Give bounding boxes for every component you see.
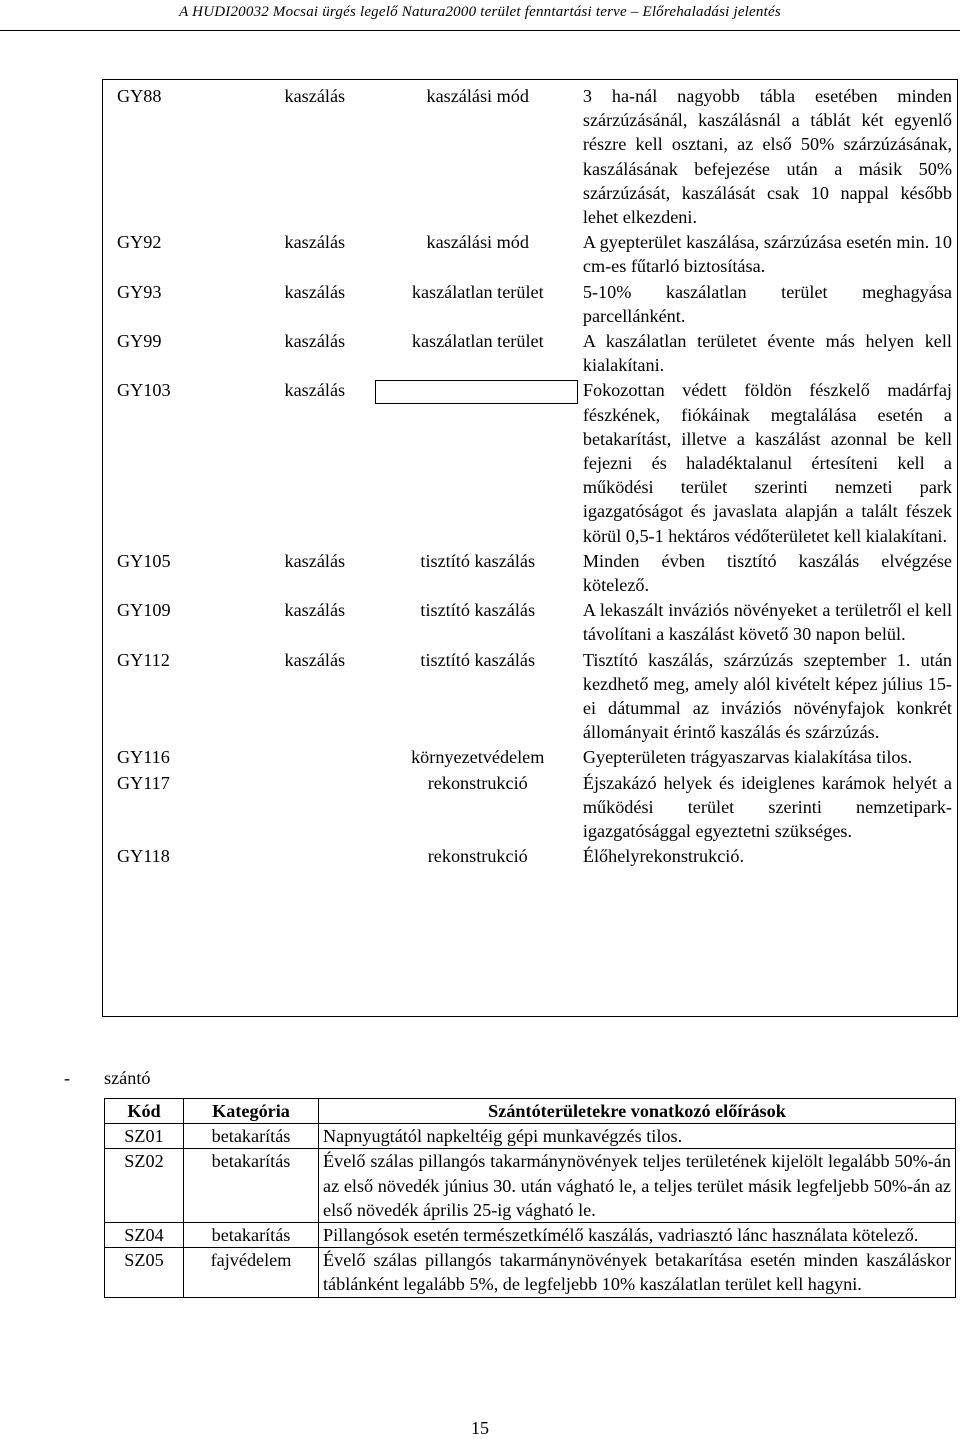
gy-rule: A gyepterület kaszálása, szárzúzása esetén min. 10 cm-es fűtarló biztosítása. xyxy=(582,232,952,277)
gy-code: GY99 xyxy=(117,331,162,352)
gy-subcategory: tisztító kaszálás xyxy=(420,649,536,670)
sz-rule: Évelő szálas pillangós takarmánynövények betakarítása esetén minden kaszáláskor táblánként legalább 5%, de legfeljebb 10% kaszálatlan terület kell hagyni. xyxy=(319,1248,956,1297)
sz-category: betakarítás xyxy=(184,1124,319,1149)
gy-category: kaszálás xyxy=(284,649,346,670)
gy-category: kaszálás xyxy=(284,86,346,106)
gy-rule: A kaszálatlan területet évente más helyen kell kialakítani. xyxy=(582,331,952,376)
gy-code: GY116 xyxy=(117,747,170,768)
gy-row xyxy=(106,549,952,598)
gy-rule: Fokozottan védett földön fészkelő madárfaj fészkének, fiókáinak megtalálása esetén a betakarítást, illetve a kaszálást azonnal be kell fejezni és haladéktalanul értesíteni kell a működési terület szerinti nemzeti park igazgatóságot és javaslata alapján a talált fészek körül 0,5-1 hektáros védőterületet kell kialakítani. xyxy=(582,380,952,546)
sz-rule: Napnyugtától napkeltéig gépi munkavégzés tilos. xyxy=(319,1124,956,1149)
section-bullet: - xyxy=(64,1068,71,1088)
gy-category: kaszálás xyxy=(284,331,346,352)
gy-category: kaszálás xyxy=(284,380,346,401)
gy-rule: Élőhelyrekonstrukció. xyxy=(582,846,744,867)
gy-row xyxy=(106,771,952,845)
gy-subcategory: tisztító kaszálás xyxy=(420,600,536,621)
gy-code: GY117 xyxy=(117,772,170,793)
gy-category: kaszálás xyxy=(284,600,346,621)
gy-row xyxy=(106,648,952,746)
gy-code: GY112 xyxy=(117,649,170,670)
gy-rule: Tisztító kaszálás, szárzúzás szeptember 1. után kezdhető meg, amely alól kivételt képez július 15-ei dátummal az inváziós növényfajok konkrét állományait érintő kaszálás és szárzúzás. xyxy=(582,649,952,743)
sz-category: betakarítás xyxy=(184,1149,319,1223)
gy-subcategory: kaszálatlan terület xyxy=(411,281,544,302)
gy-rule: A lekaszált inváziós növényeket a területről el kell távolítani a kaszálást követő 30 napon belül. xyxy=(582,600,952,645)
gy-subcategory: kaszálási mód xyxy=(426,86,529,106)
gy-rule: Éjszakázó helyek és ideiglenes karámok helyét a működési terület szerinti nemzetipark-igazgatósággal egyeztetni szükséges. xyxy=(582,772,952,842)
gy-category xyxy=(255,844,375,869)
gy-row xyxy=(106,329,952,378)
gy-category: kaszálás xyxy=(284,232,346,253)
gy-subcategory xyxy=(375,378,581,548)
gy-code: GY88 xyxy=(117,86,162,106)
gy-row xyxy=(106,230,952,279)
gy-subcategory: kaszálatlan terület xyxy=(411,331,544,352)
gy-category: kaszálás xyxy=(284,281,346,302)
gy-code: GY109 xyxy=(117,600,171,621)
gy-code: GY93 xyxy=(117,281,162,302)
sz-row xyxy=(105,1248,956,1297)
gy-row xyxy=(106,378,952,548)
sz-row xyxy=(105,1124,956,1149)
gy-code: GY92 xyxy=(117,232,162,253)
sz-row xyxy=(105,1223,956,1248)
gy-rule: 3 ha-nál nagyobb tábla esetében minden szárzúzásánál, kaszálásnál a táblát két egyenlő részre kell osztani, az első 50% szárzúzásának, kaszálásának befejezése után a másik 50% szárzúzását, kaszálását csak 10 nappal később lehet elkezdeni. xyxy=(582,86,952,228)
sz-category: betakarítás xyxy=(184,1223,319,1248)
sz-code: SZ01 xyxy=(105,1124,184,1149)
gy-row xyxy=(106,745,952,770)
sz-row xyxy=(105,1149,956,1223)
section-title: szántó xyxy=(104,1068,151,1088)
sz-code: SZ02 xyxy=(105,1149,184,1223)
sz-category: fajvédelem xyxy=(184,1248,319,1297)
gy-row xyxy=(106,844,952,869)
sz-rule: Évelő szálas pillangós takarmánynövények teljes területének kijelölt legalább 50%-án az első növedék június 30. után vágható le, a teljes terület másik legfeljebb 50%-án az első növedék április 25-ig vágható le. xyxy=(319,1149,956,1223)
sz-code: SZ04 xyxy=(105,1223,184,1248)
sz-header-category: Kategória xyxy=(184,1099,319,1124)
gy-code: GY103 xyxy=(117,380,171,401)
gy-category: kaszálás xyxy=(284,550,346,571)
gy-subcategory: rekonstrukció xyxy=(427,772,528,793)
sz-table xyxy=(104,1098,956,1298)
page-number: 15 xyxy=(471,1418,489,1438)
empty-cell-box xyxy=(375,380,578,404)
sz-header-rule: Szántóterületekre vonatkozó előírások xyxy=(319,1099,956,1124)
gy-subcategory: kaszálási mód xyxy=(426,232,529,253)
header-title: A HUDI20032 Mocsai ürgés legelő Natura2000 terület fenntartási terve – Előrehaladási jelentés xyxy=(179,4,781,20)
gy-code: GY105 xyxy=(117,550,171,571)
sz-rule: Pillangósok esetén természetkímélő kaszálás, vadriasztó lánc használata kötelező. xyxy=(319,1223,956,1248)
gy-rule: Minden évben tisztító kaszálás elvégzése kötelező. xyxy=(582,550,952,596)
sz-code: SZ05 xyxy=(105,1248,184,1297)
page-header xyxy=(0,0,960,31)
gy-code: GY118 xyxy=(117,846,170,867)
sz-header-row xyxy=(105,1099,956,1124)
gy-row xyxy=(106,598,952,647)
sz-header-code: Kód xyxy=(105,1099,184,1124)
gy-rule: Gyepterületen trágyaszarvas kialakítása tilos. xyxy=(582,747,913,768)
gy-category xyxy=(255,771,375,845)
gy-category xyxy=(255,745,375,770)
gy-subcategory: rekonstrukció xyxy=(427,846,528,867)
gy-subcategory: tisztító kaszálás xyxy=(420,550,536,571)
gy-row xyxy=(106,280,952,329)
gy-subcategory: környezetvédelem xyxy=(411,747,545,768)
gy-table xyxy=(106,84,952,870)
gy-row xyxy=(106,84,952,230)
gy-rule: 5-10% kaszálatlan terület meghagyása parcellánként. xyxy=(582,281,952,326)
